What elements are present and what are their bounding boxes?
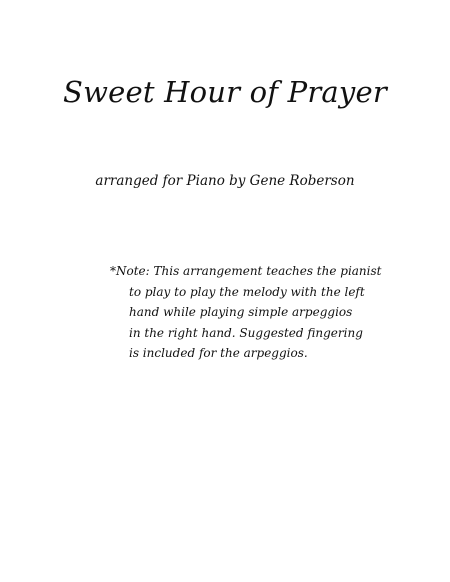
note-line: *Note: This arrangement teaches the pianist — [110, 264, 382, 278]
note-line: hand while playing simple arpeggios — [129, 305, 353, 319]
note-line: is included for the arpeggios. — [129, 346, 308, 360]
note-line: to play to play the melody with the left — [129, 284, 365, 299]
arranger-credit: arranged for Piano by Gene Roberson — [95, 173, 355, 189]
page-title: Sweet Hour of Prayer — [63, 75, 387, 109]
note-line: in the right hand. Suggested fingering — [129, 325, 363, 340]
arrangement-note — [110, 261, 410, 364]
